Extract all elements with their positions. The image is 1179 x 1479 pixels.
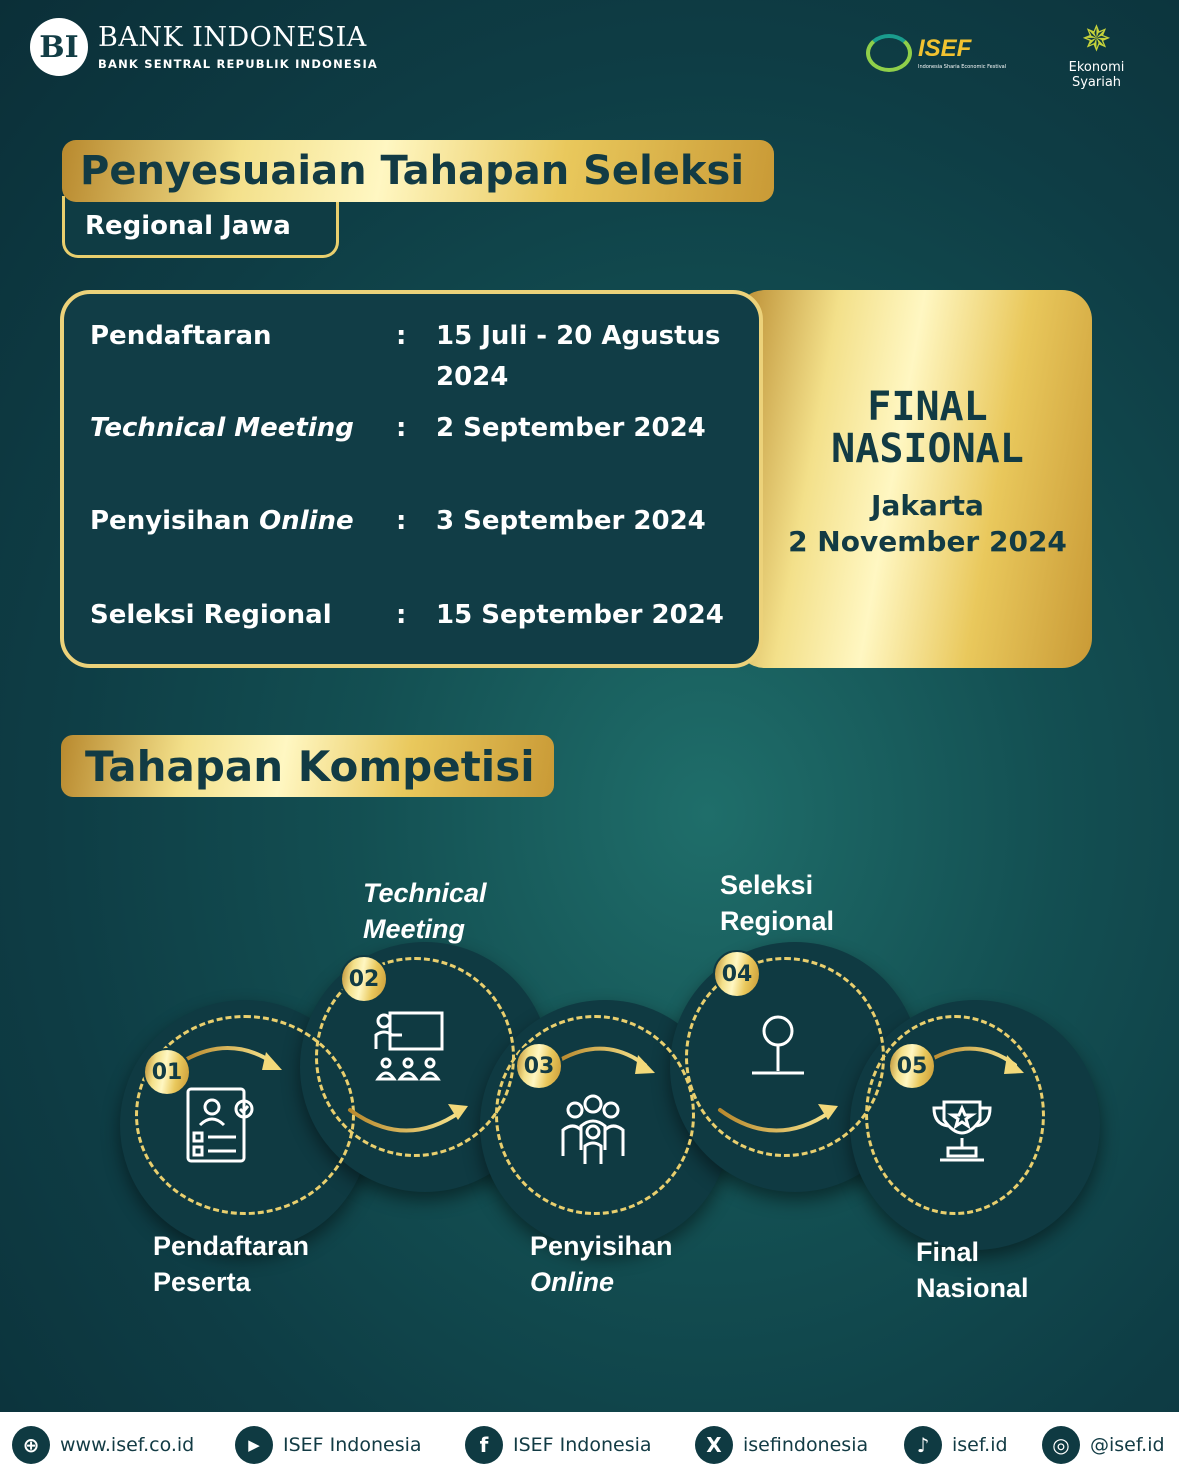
step-label-line: Penyisihan	[530, 1231, 673, 1261]
footer-text: www.isef.co.id	[60, 1434, 195, 1456]
globe-icon: ⊕	[12, 1426, 50, 1464]
schedule-label-emphasis: Online	[259, 506, 354, 536]
step-label-line: Meeting	[363, 914, 466, 944]
bi-emblem: BI	[30, 18, 88, 76]
region-label: Regional Jawa	[85, 210, 291, 241]
footer-text: @isef.id	[1090, 1434, 1165, 1456]
facebook-icon: f	[465, 1426, 503, 1464]
footer-website[interactable]	[12, 1426, 194, 1464]
schedule-colon: :	[396, 413, 407, 443]
step-label	[720, 867, 834, 939]
page-title: Penyesuaian Tahapan Seleksi	[80, 148, 745, 194]
final-date: 2 November 2024	[788, 525, 1067, 558]
arrow-4	[720, 1110, 830, 1131]
footer-instagram[interactable]	[1042, 1426, 1165, 1464]
registration-form-icon	[180, 1085, 260, 1165]
bank-name: BANK INDONESIA	[98, 21, 367, 53]
schedule-label	[90, 501, 390, 542]
arrow-5	[930, 1049, 1015, 1065]
bank-subtitle: BANK SENTRAL REPUBLIK INDONESIA	[98, 56, 379, 71]
step-number-badge: 01	[143, 1048, 191, 1096]
step-label	[530, 1228, 673, 1300]
step-label-line: Final	[916, 1237, 980, 1267]
arrow-1	[185, 1048, 272, 1062]
arrow-2	[350, 1110, 460, 1131]
schedule-label-text: Penyisihan	[90, 506, 251, 536]
ekonomi-syariah-label: Ekonomi Syariah	[1068, 60, 1125, 90]
step-label-line: Seleksi	[720, 870, 814, 900]
step-number-badge: 02	[340, 955, 388, 1003]
youtube-icon: ▶	[235, 1426, 273, 1464]
final-title	[763, 386, 1092, 470]
schedule-card	[60, 290, 763, 668]
final-location	[763, 488, 1092, 560]
step-number-badge: 05	[888, 1042, 936, 1090]
group-icon	[553, 1090, 633, 1170]
final-nasional-card	[735, 290, 1092, 668]
footer-text: ISEF Indonesia	[283, 1434, 422, 1456]
footer-text: ISEF Indonesia	[513, 1434, 652, 1456]
footer-x[interactable]	[695, 1426, 868, 1464]
footer-youtube[interactable]	[235, 1426, 422, 1464]
footer-tiktok[interactable]	[904, 1426, 1008, 1464]
step-label-line: Peserta	[153, 1267, 251, 1297]
trophy-icon	[922, 1090, 1002, 1170]
location-pin-icon	[738, 1005, 818, 1085]
step-label-line: Nasional	[916, 1273, 1029, 1303]
final-city: Jakarta	[871, 489, 984, 522]
step-label	[363, 875, 487, 947]
step-label	[153, 1228, 309, 1300]
step-label-line: Technical	[363, 878, 487, 908]
schedule-value: 2 September 2024	[436, 413, 706, 443]
isef-tagline: Indonesia Sharia Economic Festival	[918, 63, 1007, 70]
schedule-colon: :	[396, 321, 407, 351]
step-label-line: Online	[530, 1267, 615, 1297]
competition-heading: Tahapan Kompetisi	[85, 741, 535, 791]
footer-text: isefindonesia	[743, 1434, 869, 1456]
schedule-colon: :	[396, 600, 407, 630]
step-number-badge: 03	[515, 1042, 563, 1090]
schedule-value: 3 September 2024	[436, 506, 706, 536]
schedule-label: Seleksi Regional	[90, 600, 332, 630]
footer-text: isef.id	[952, 1434, 1008, 1456]
final-line-1: FINAL	[867, 384, 988, 430]
step-label	[916, 1234, 1029, 1306]
step-label-line: Pendaftaran	[153, 1231, 310, 1261]
isef-name: ISEF	[918, 34, 972, 62]
presentation-icon	[368, 1005, 448, 1085]
schedule-label: Technical Meeting	[90, 413, 354, 443]
schedule-label: Pendaftaran	[90, 321, 272, 351]
step-number-badge: 04	[713, 950, 761, 998]
schedule-value: 15 September 2024	[436, 600, 724, 630]
final-line-2: NASIONAL	[831, 426, 1024, 472]
star-octagon-icon: ✵	[1081, 19, 1112, 60]
step-label-line: Regional	[720, 906, 835, 936]
x-icon: X	[695, 1426, 733, 1464]
footer-social-bar	[0, 1412, 1179, 1479]
arrow-3	[560, 1049, 645, 1065]
tiktok-icon: ♪	[904, 1426, 942, 1464]
footer-facebook[interactable]	[465, 1426, 652, 1464]
schedule-colon: :	[396, 506, 407, 536]
instagram-icon: ◎	[1042, 1426, 1080, 1464]
schedule-value: 15 Juli - 20 Agustus 2024	[436, 321, 721, 392]
